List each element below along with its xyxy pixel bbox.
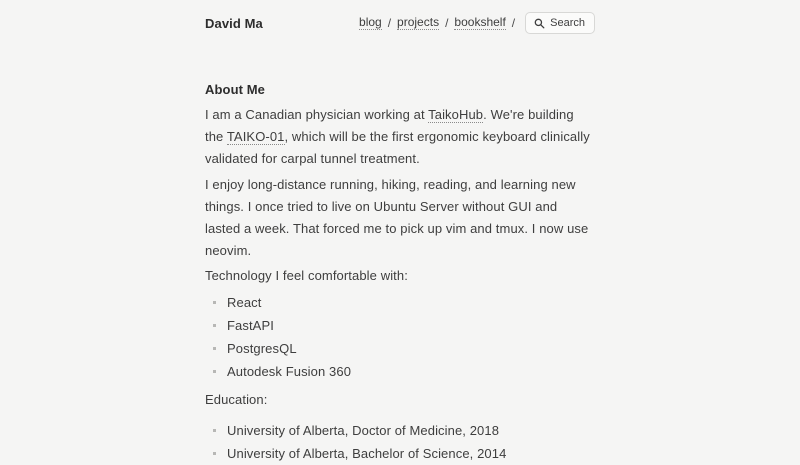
site-header	[205, 14, 595, 32]
tech-list-item-text: React	[227, 295, 262, 310]
nav-link-projects[interactable]: projects	[397, 15, 440, 29]
education-list-item-text: University of Alberta, Doctor of Medicine, 2018	[227, 423, 500, 438]
tech-list	[205, 291, 595, 383]
tech-list-item	[205, 337, 595, 360]
tech-list-item-text: FastAPI	[227, 318, 274, 333]
tech-section-label: Technology I feel comfortable with:	[205, 268, 408, 283]
intro-paragraph	[205, 104, 595, 170]
intro-text-3: , which will be the first ergonomic keyboard clinically validated for carpal tunnel treatment.	[205, 129, 590, 166]
about-section	[205, 82, 595, 465]
taiko-01-link[interactable]: TAIKO-01	[226, 129, 285, 144]
intro-text-1: I am a Canadian physician working at	[205, 107, 429, 122]
tech-list-item-text: PostgresQL	[227, 341, 297, 356]
site-title: David Ma	[205, 15, 263, 31]
bullet-icon	[213, 452, 216, 455]
bullet-icon	[213, 347, 216, 350]
education-list-item-text: University of Alberta, Bachelor of Science, 2014	[227, 446, 507, 461]
about-me-heading: About Me	[205, 82, 266, 97]
education-list-item	[205, 419, 595, 442]
taikohub-link[interactable]: TaikoHub	[428, 107, 484, 122]
tech-list-item	[205, 291, 595, 314]
intro-text-2: . We're building the	[205, 107, 574, 144]
search-button[interactable]	[525, 12, 595, 34]
education-list-item	[205, 442, 595, 465]
nav-separator: /	[387, 16, 392, 30]
tech-list-item	[205, 360, 595, 383]
hobbies-paragraph: I enjoy long-distance running, hiking, reading, and learning new things. I once tried to live on Ubuntu Server without GUI and lasted a week. That forced me to pick up vim and tmux. I now use neovim.	[205, 177, 589, 258]
education-list	[205, 419, 595, 465]
content-column	[205, 0, 595, 465]
tech-list-item-text: Autodesk Fusion 360	[227, 364, 352, 379]
site-nav	[359, 12, 595, 34]
education-section-label: Education:	[205, 392, 268, 407]
nav-link-blog[interactable]: blog	[359, 15, 382, 29]
bullet-icon	[213, 429, 216, 432]
magnifier-icon	[534, 18, 545, 29]
search-button-label: Search	[550, 17, 585, 29]
bullet-icon	[213, 370, 216, 373]
bullet-icon	[213, 324, 216, 327]
nav-separator: /	[511, 16, 516, 30]
bullet-icon	[213, 301, 216, 304]
nav-link-bookshelf[interactable]: bookshelf	[454, 15, 506, 29]
nav-separator: /	[445, 16, 449, 30]
tech-list-item	[205, 314, 595, 337]
